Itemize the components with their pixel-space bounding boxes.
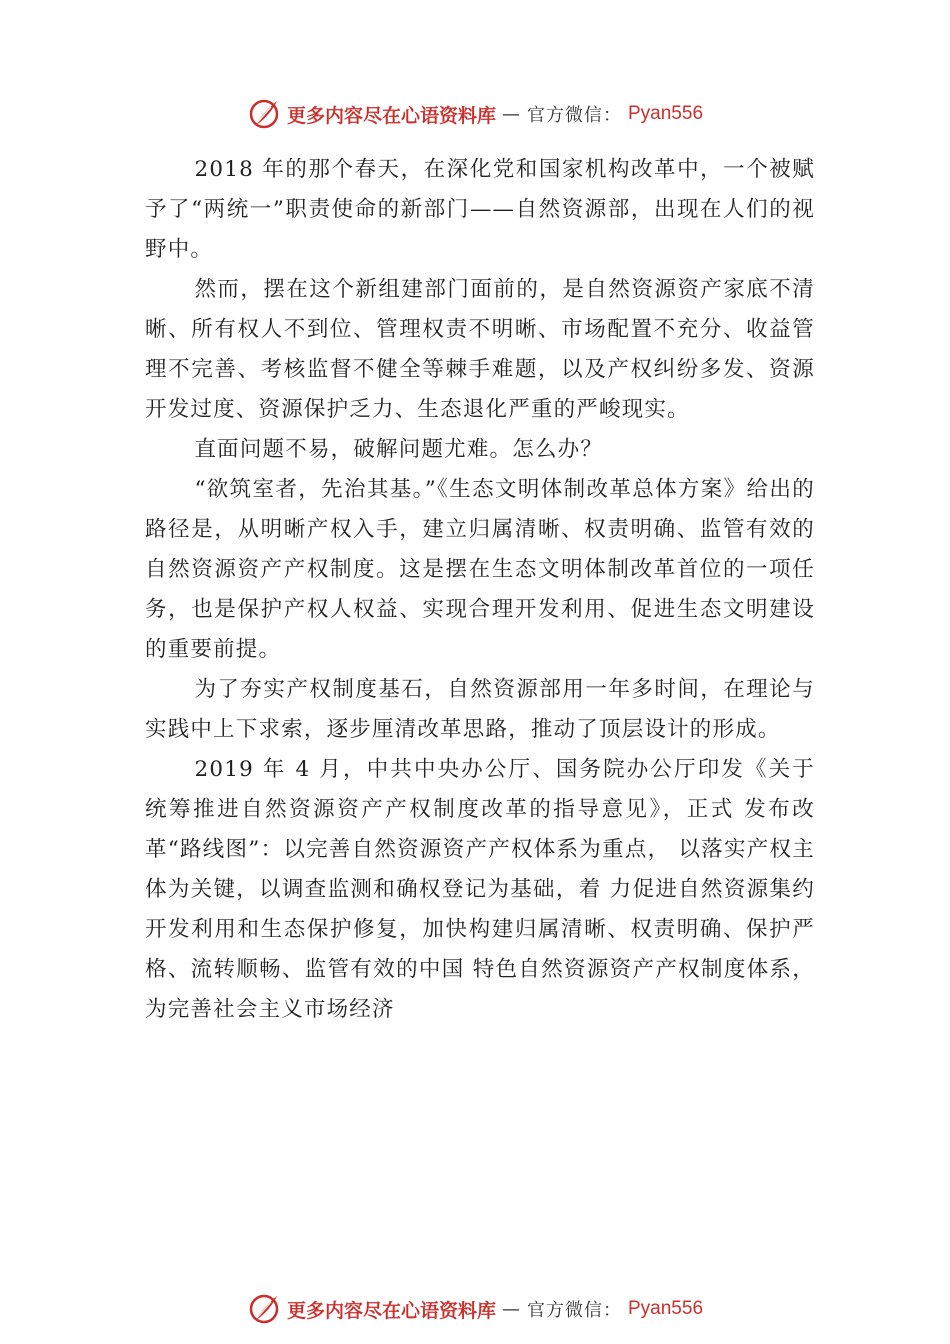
watermark-wechat-label: 官方微信：: [527, 1300, 622, 1321]
watermark-brand: 更多内容尽在心语资料库: [286, 104, 496, 127]
feather-pen-logo-icon: [247, 97, 281, 131]
watermark-wechat-label: 官方微信：: [527, 105, 622, 126]
watermark-wechat-id: Pyan556: [628, 103, 704, 124]
paragraph-1: 2018 年的那个春天，在深化党和国家机构改革中，一个被赋予了“两统一”职责使命的新部门——自然资源部，出现在人们的视野中。: [145, 157, 815, 262]
paragraph-4: “欲筑室者，先治其基。”《生态文明体制改革总体方案》给出的路径是，从明晰产权入手，建立归属清晰、权责明确、监管有效的自然资源资产产权制度。这是摆在生态文明体制改革首位的一项任务，也是保护产权人权益、实现合理开发利用、促进生态文明建设的重要前提。: [145, 477, 815, 662]
paragraph-2: 然而，摆在这个新组建部门面前的，是自然资源资产家底不清晰、所有权人不到位、管理权责不明晰、市场配置不充分、收益管理不完善、考核监督不健全等棘手难题，以及产权纠纷多发、资源开发过度、资源保护乏力、生态退化严重的严峻现实。: [145, 277, 815, 422]
paragraph-6: 2019 年 4 月，中共中央办公厅、国务院办公厅印发《关于统筹推进自然资源资产产权制度改革的指导意见》，正式 发布改革“路线图”：以完善自然资源资产产权体系为重点， 以落实产权主体为关键，以调查监测和确权登记为基础，着 力促进自然资源集约开发利用和生态保护修复，加快构建归属清晰、权责明确、保护严格、流转顺畅、监管有效的中国 特色自然资源资产产权制度体系，为完善社会主义市场经济: [145, 757, 815, 1022]
watermark-dash: —: [502, 103, 521, 125]
watermark-brand: 更多内容尽在心语资料库: [286, 1299, 496, 1322]
document-body: [145, 150, 815, 1030]
paragraph-3: 直面问题不易，破解问题尤难。怎么办？: [194, 437, 604, 462]
footer-watermark: [0, 1291, 950, 1327]
paragraph-5: 为了夯实产权制度基石，自然资源部用一年多时间，在理论与实践中上下求索，逐步厘清改革思路，推动了顶层设计的形成。: [145, 677, 815, 742]
feather-pen-logo-icon: [247, 1292, 281, 1326]
watermark-dash: —: [502, 1298, 521, 1320]
watermark-wechat-id: Pyan556: [628, 1298, 704, 1319]
header-watermark: [0, 96, 950, 132]
